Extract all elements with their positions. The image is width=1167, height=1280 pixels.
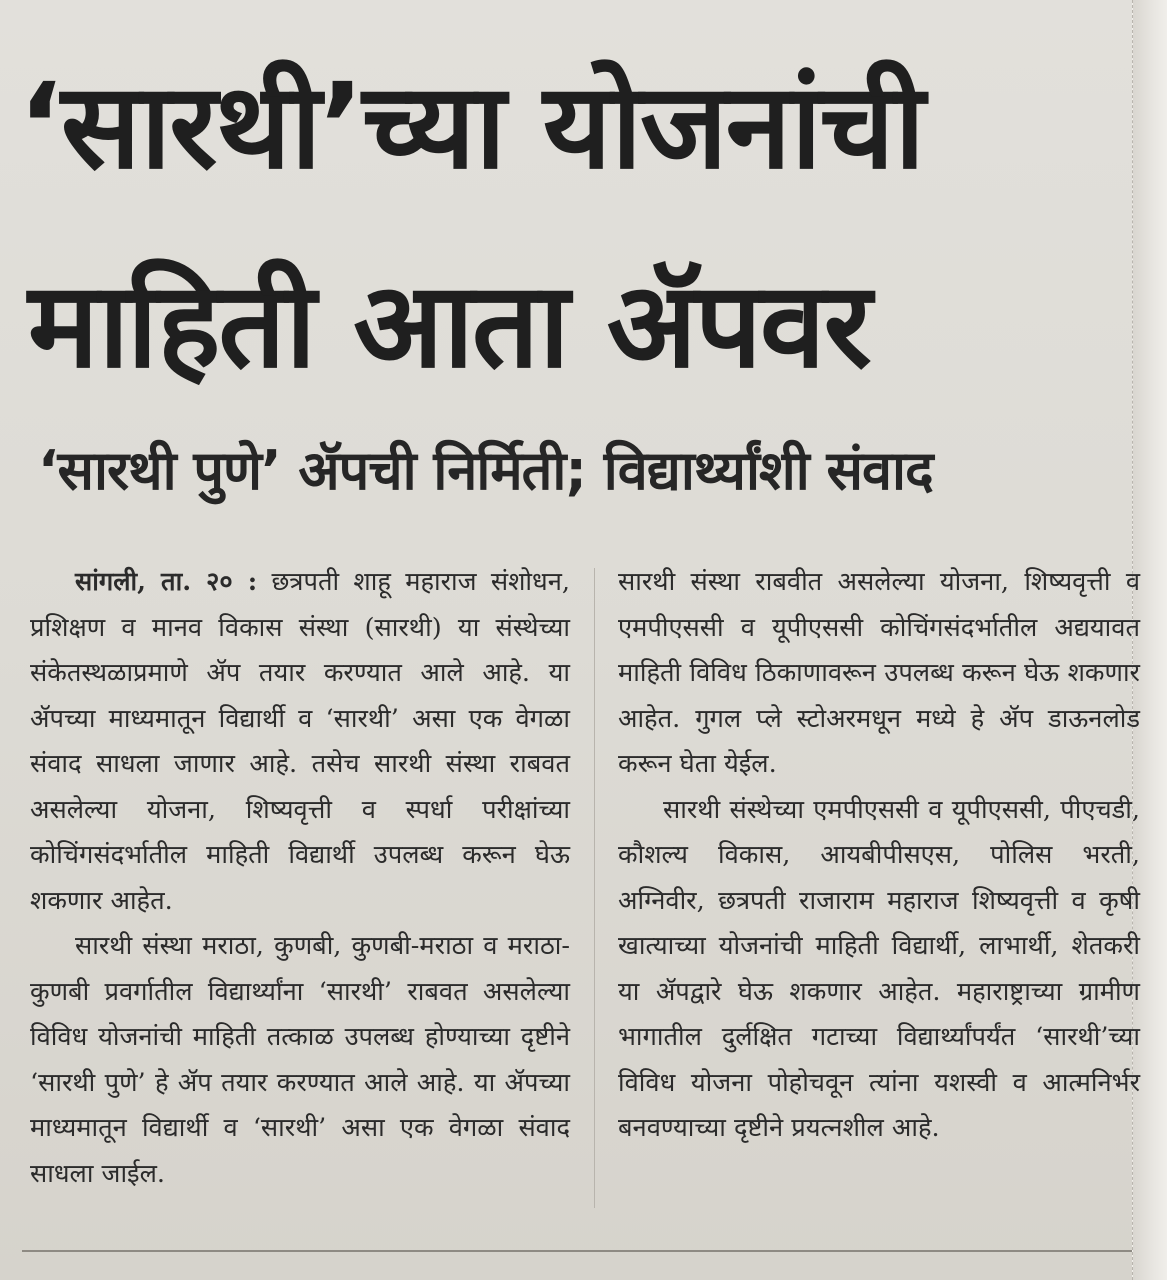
left-paragraph-1 — [30, 560, 570, 924]
right-paragraph-1: सारथी संस्था राबवीत असलेल्या योजना, शिष्यवृत्ती व एमपीएससी व यूपीएससी कोचिंगसंदर्भातील अद्ययावत माहिती विविध ठिकाणावरून उपलब्ध करून घेऊ शकणार आहेत. गुगल प्ले स्टोअरमधून मध्ये हे ॲप डाऊनलोड करून घेता येईल. — [618, 567, 1140, 779]
dateline: सांगली, ता. २० : — [75, 567, 258, 597]
right-paragraph-2: सारथी संस्थेच्या एमपीएससी व यूपीएससी, पीएचडी, कौशल्य विकास, आयबीपीसएस, पोलिस भरती, अग्निवीर, छत्रपती राजाराम महाराज शिष्यवृत्ती व कृषी खात्याच्या योजनांची माहिती विद्यार्थी, लाभार्थी, शेतकरी या ॲपद्वारे घेऊ शकणार आहेत. महाराष्ट्राच्या ग्रामीण भागातील दुर्लक्षित गटाच्या विद्यार्थ्यांपर्यंत ‘सारथी’च्या विविध योजना पोहोचवून त्यांना यशस्वी व आत्मनिर्भर बनवण्याच्या दृष्टीने प्रयत्नशील आहे. — [618, 794, 1140, 1143]
subheadline: ‘सारथी पुणे’ ॲपची निर्मिती; विद्यार्थ्यांशी संवाद — [38, 439, 933, 502]
left-paragraph-1-text: छत्रपती शाहू महाराज संशोधन, प्रशिक्षण व मानव विकास संस्था (सारथी) या संस्थेच्या संकेतस्थळाप्रमाणे ॲप तयार करण्यात आले आहे. या ॲपच्या माध्यमातून विद्यार्थी व ‘सारथी’ असा एक वेगळा संवाद साधला जाणार आहे. तसेच सारथी संस्था राबवत असलेल्या योजना, शिष्यवृत्ती व स्पर्धा परीक्षांच्या कोचिंगसंदर्भातील माहिती विद्यार्थी उपलब्ध करून घेऊ शकणार आहेत. — [30, 567, 570, 916]
right-column — [618, 560, 1140, 1152]
column-divider — [594, 568, 595, 1208]
headline-line-2: माहिती आता ॲपवर — [28, 256, 870, 394]
headline-line-1: ‘सारथी’च्या योजनांची — [18, 57, 924, 195]
left-column — [30, 560, 570, 1197]
left-paragraph-2: सारथी संस्था मराठा, कुणबी, कुणबी-मराठा व मराठा-कुणबी प्रवर्गातील विद्यार्थ्यांना ‘सारथी’ राबवत असलेल्या विविध योजनांची माहिती तत्काळ उपलब्ध होण्याच्या दृष्टीने ‘सारथी पुणे’ हे ॲप तयार करण्यात आले आहे. या ॲपच्या माध्यमातून विद्यार्थी व ‘सारथी’ असा एक वेगळा संवाद साधला जाईल. — [30, 931, 570, 1189]
bottom-rule — [22, 1250, 1132, 1252]
